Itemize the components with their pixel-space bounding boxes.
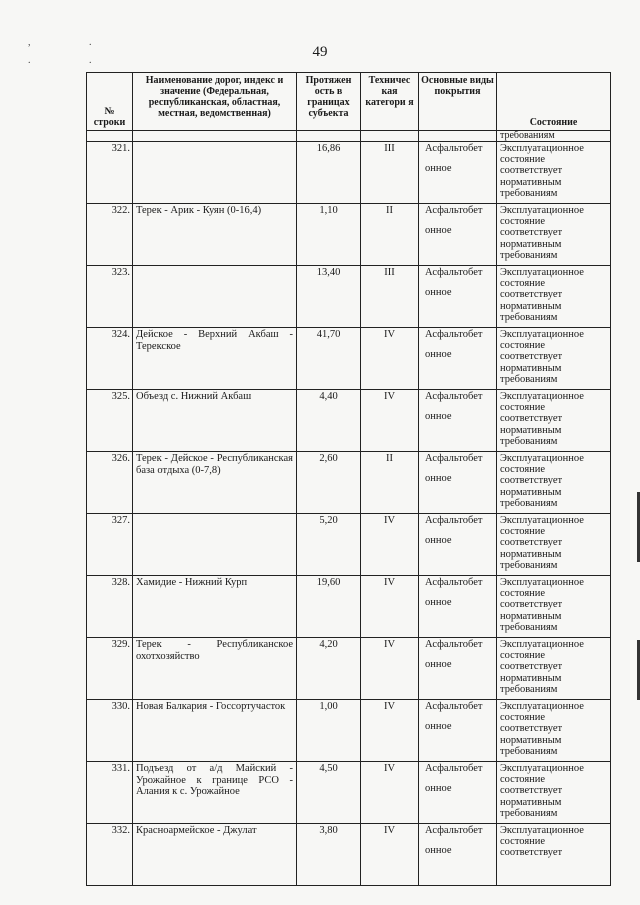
table-row [87, 762, 611, 824]
header-road-name: Наименование дорог, индекс и значение (Федеральная, республиканская, областная, местная, ведомственная) [133, 73, 297, 131]
surface-type [419, 638, 497, 700]
row-number: 322. [87, 204, 133, 266]
road-state: Эксплуатационное состояние соответствует нормативным требованиям [497, 638, 611, 700]
surface-type-line2: онное [425, 534, 452, 546]
surface-type-line1: Асфальтобет [425, 639, 483, 650]
page-number: 49 [312, 44, 328, 60]
row-number: 323. [87, 266, 133, 328]
road-name: Дейское - Верхний Акбаш - Терекское [133, 328, 297, 390]
technical-category: IV [361, 390, 419, 452]
surface-type [419, 514, 497, 576]
road-state: Эксплуатационное состояние соответствует нормативным требованиям [497, 204, 611, 266]
road-length: 5,20 [297, 514, 361, 576]
row-number: 329. [87, 638, 133, 700]
road-state: Эксплуатационное состояние соответствует нормативным требованиям [497, 762, 611, 824]
road-length: 16,86 [297, 142, 361, 204]
road-name: Хамидие - Нижний Курп [133, 576, 297, 638]
surface-type [419, 142, 497, 204]
header-surface: Основные виды покрытия [419, 73, 497, 131]
carryover-state: требованиям [497, 131, 611, 142]
surface-type [419, 204, 497, 266]
technical-category: II [361, 204, 419, 266]
road-length: 4,40 [297, 390, 361, 452]
surface-type-line2: онное [425, 658, 452, 670]
road-length: 4,50 [297, 762, 361, 824]
row-number: 330. [87, 700, 133, 762]
carryover-row [87, 131, 611, 142]
header-length: Протяжен ость в границах субъекта [297, 73, 361, 131]
road-name: Подъезд от а/д Майский - Урожайное к границе РСО - Алания к с. Урожайное [133, 762, 297, 824]
row-number: 328. [87, 576, 133, 638]
road-length: 41,70 [297, 328, 361, 390]
surface-type-line1: Асфальтобет [425, 391, 483, 402]
table-row [87, 266, 611, 328]
table-row [87, 514, 611, 576]
road-length: 2,60 [297, 452, 361, 514]
road-name [133, 142, 297, 204]
technical-category: IV [361, 576, 419, 638]
table-row [87, 142, 611, 204]
road-state: Эксплуатационное состояние соответствует нормативным требованиям [497, 266, 611, 328]
surface-type-line2: онное [425, 410, 452, 422]
surface-type-line1: Асфальтобет [425, 701, 483, 712]
surface-type [419, 576, 497, 638]
surface-type-line1: Асфальтобет [425, 205, 483, 216]
row-number: 327. [87, 514, 133, 576]
surface-type-line1: Асфальтобет [425, 515, 483, 526]
technical-category: IV [361, 824, 419, 886]
road-name: Объезд с. Нижний Акбаш [133, 390, 297, 452]
road-state: Эксплуатационное состояние соответствует нормативным требованиям [497, 700, 611, 762]
table-header-row [87, 73, 611, 131]
technical-category: IV [361, 700, 419, 762]
row-number: 332. [87, 824, 133, 886]
technical-category: III [361, 266, 419, 328]
surface-type-line2: онное [425, 162, 452, 174]
surface-type [419, 390, 497, 452]
surface-type-line1: Асфальтобет [425, 763, 483, 774]
road-state: Эксплуатационное состояние соответствует нормативным требованиям [497, 514, 611, 576]
row-number: 325. [87, 390, 133, 452]
road-state: Эксплуатационное состояние соответствует нормативным требованиям [497, 576, 611, 638]
road-name [133, 514, 297, 576]
table-row [87, 576, 611, 638]
surface-type-line2: онное [425, 720, 452, 732]
surface-type-line2: онное [425, 844, 452, 856]
table-row [87, 452, 611, 514]
surface-type-line2: онное [425, 348, 452, 360]
table-row [87, 328, 611, 390]
technical-category: II [361, 452, 419, 514]
row-number: 326. [87, 452, 133, 514]
surface-type-line1: Асфальтобет [425, 267, 483, 278]
road-name: Терек - Арик - Куян (0-16,4) [133, 204, 297, 266]
surface-type-line1: Асфальтобет [425, 577, 483, 588]
surface-type [419, 824, 497, 886]
header-row-number: № строки [87, 73, 133, 131]
technical-category: IV [361, 328, 419, 390]
road-length: 3,80 [297, 824, 361, 886]
road-state: Эксплуатационное состояние соответствует нормативным требованиям [497, 390, 611, 452]
surface-type-line1: Асфальтобет [425, 453, 483, 464]
table-row [87, 204, 611, 266]
road-name: Терек - Республиканское охотхозяйство [133, 638, 297, 700]
row-number: 321. [87, 142, 133, 204]
surface-type [419, 700, 497, 762]
road-name: Красноармейское - Джулат [133, 824, 297, 886]
road-state: Эксплуатационное состояние соответствует [497, 824, 611, 886]
road-state: Эксплуатационное состояние соответствует нормативным требованиям [497, 452, 611, 514]
table-row [87, 638, 611, 700]
road-name: Терек - Дейское - Республиканская база отдыха (0-7,8) [133, 452, 297, 514]
roads-table [86, 72, 611, 886]
header-category: Техничес кая категори я [361, 73, 419, 131]
road-state: Эксплуатационное состояние соответствует нормативным требованиям [497, 328, 611, 390]
surface-type [419, 452, 497, 514]
surface-type-line2: онное [425, 472, 452, 484]
surface-type-line1: Асфальтобет [425, 329, 483, 340]
header-state: Состояние [497, 73, 611, 131]
road-name: Новая Балкария - Госсортучасток [133, 700, 297, 762]
scan-artifact-marks: , . . . [28, 37, 120, 66]
technical-category: IV [361, 514, 419, 576]
surface-type-line2: онное [425, 596, 452, 608]
road-length: 13,40 [297, 266, 361, 328]
road-length: 19,60 [297, 576, 361, 638]
table-row [87, 700, 611, 762]
road-name [133, 266, 297, 328]
surface-type [419, 328, 497, 390]
row-number: 324. [87, 328, 133, 390]
technical-category: III [361, 142, 419, 204]
road-state: Эксплуатационное состояние соответствует нормативным требованиям [497, 142, 611, 204]
technical-category: IV [361, 638, 419, 700]
surface-type [419, 266, 497, 328]
surface-type-line2: онное [425, 286, 452, 298]
row-number: 331. [87, 762, 133, 824]
road-length: 1,10 [297, 204, 361, 266]
road-length: 1,00 [297, 700, 361, 762]
surface-type-line2: онное [425, 782, 452, 794]
table-row [87, 824, 611, 886]
surface-type [419, 762, 497, 824]
technical-category: IV [361, 762, 419, 824]
road-length: 4,20 [297, 638, 361, 700]
surface-type-line2: онное [425, 224, 452, 236]
table-row [87, 390, 611, 452]
surface-type-line1: Асфальтобет [425, 825, 483, 836]
surface-type-line1: Асфальтобет [425, 143, 483, 154]
